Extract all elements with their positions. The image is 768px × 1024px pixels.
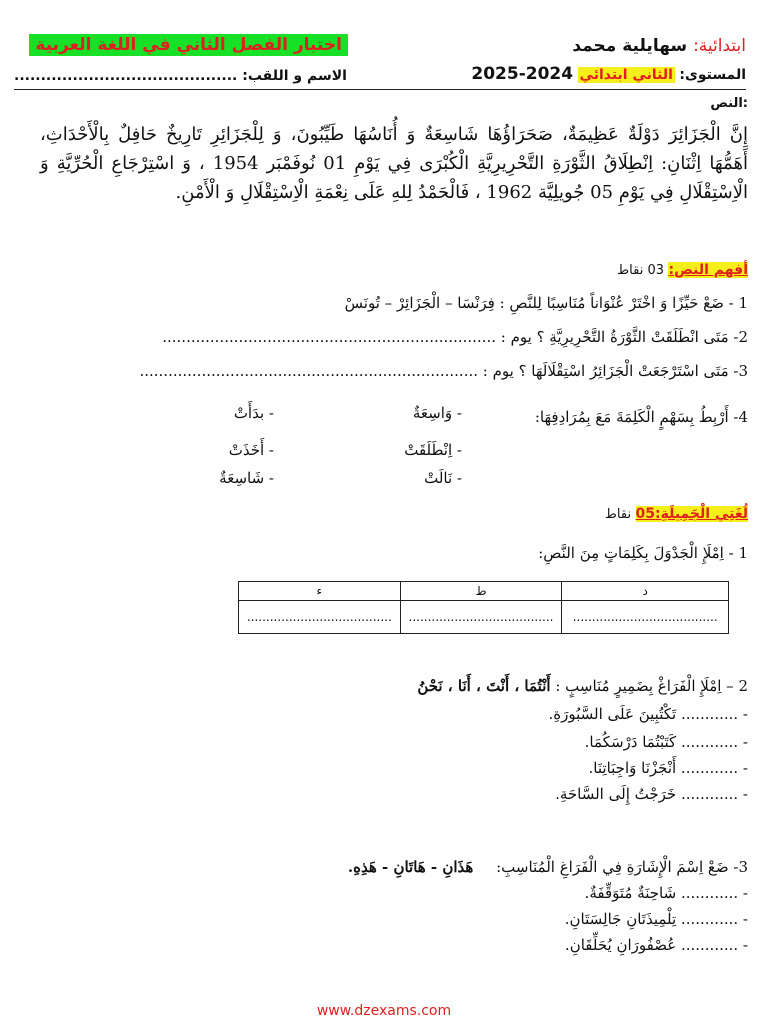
q3-item-3: - ............ عُصْفُورَانِ يُحَلِّقَانِ. (564, 936, 748, 954)
table-header-dal: د (562, 582, 729, 601)
match-right-2: - أَخَذَتْ (228, 441, 274, 459)
q2-options: أَنْتُمَا ، أَنْتَ ، أَنَا ، نَحْنُ (417, 677, 551, 695)
passage-label: النص: (710, 96, 748, 111)
comprehension-heading (617, 262, 748, 278)
question-1: 1 - ضَعْ حَيِّزًا وَ اخْتَرْ عُنْوَاناً مُنَاسِبًا لِلنَّصِ : فِرَنْسَا – الْجَزَائِرْ – تُونَسْ (344, 294, 748, 312)
table-cell-hamza[interactable]: ...................................... (239, 601, 401, 634)
q2-item-4: - ............ خَرَجْتُ إِلَى السَّاحَةِ. (555, 785, 748, 803)
passage-text: إِنَّ الْجَزَائِرَ دَوْلَةٌ عَظِيمَةٌ، صَحَرَاؤُهَا شَاسِعَةٌ وَ أُنَاسُهَا طَيِّبُونَ، وَ لِلْجَزَائِرِ تَارِيخٌ حَافِلٌ بِالْأَحْدَاثِ، أَهَمُّهَا اِثْنَانِ: اِنْطِلَاقُ الثَّوْرَةِ التَّحْرِيرِيَّةِ الْكُبْرَى فِي يَوْمِ 01 نُوفَمْبَر 1954 ، وَ اسْتِرْجَاعِ الْحُرِّيَّةِ وَ الْاِسْتِقْلَالِ فِي يَوْمِ 05 جُويلِيَّة 1962 ، فَالْحَمْدُ لِلهِ عَلَى نِعْمَةِ الْاِسْتِقْلَالِ وَ الْأَمْنِ. (40, 124, 748, 203)
table-cell-dal[interactable]: ...................................... (562, 601, 729, 634)
letters-table (238, 581, 729, 634)
match-left-3: - نَالَتْ (424, 469, 462, 487)
language-question-2 (417, 677, 748, 695)
language-heading (605, 506, 748, 522)
school-year: 2024-2025 (471, 64, 574, 84)
table-header-ta: ط (400, 582, 562, 601)
table-row (239, 601, 729, 634)
language-question-1: 1 - اِمْلَإِ الْجَدْوَلَ بِكَلِمَاتٍ مِنَ النَّصِ: (538, 544, 748, 562)
comprehension-points: 03 نقاط (617, 263, 665, 278)
school-name: سهايلية محمد (572, 36, 688, 56)
q2-item-2: - ............ كَتَبْتُمَا دَرْسَكُمَا. (584, 733, 748, 751)
header-divider (14, 89, 746, 90)
language-question-3 (348, 858, 748, 876)
comprehension-title: أفهم النص: (668, 262, 748, 278)
language-points-number: 05 (635, 506, 656, 522)
q3-options: هَذَانِ - هَاتَانِ - هَذِهِ. (347, 858, 474, 876)
q2-item-3: - ............ أَنْجَزْنَا وَاجِبَاتِنَا. (588, 759, 748, 777)
q2-item-1: - ............ تَكْتُبِينَ عَلَى السَّبُورَةِ. (548, 705, 748, 723)
table-header-hamza: ء (239, 582, 401, 601)
q2-prefix: 2 – اِمْلَإِ الْفَرَاغْ بِضَمِيرٍ مُنَاسِبٍ : (555, 677, 748, 695)
level-line (471, 64, 746, 84)
match-left-1: - وَاسِعَةٌ (412, 404, 462, 422)
school-line (572, 36, 746, 56)
language-title: لُغَتِي الْجَمِيلَةِ: (655, 506, 748, 522)
match-left-2: - اِنْطَلَقَتْ (404, 441, 462, 459)
table-cell-ta[interactable]: ...................................... (400, 601, 562, 634)
q3-item-2: - ............ تِلْمِيذَتَانِ جَالِسَتَانِ. (564, 910, 748, 928)
school-label: ابتدائية: (693, 36, 746, 56)
exam-title: اختبار الفصل الثاني في اللغة العربية (29, 34, 348, 56)
level-label: المستوى: (679, 67, 746, 83)
question-2: 2- مَتَى انْطَلَقَتْ الثَّوْرَةُ التَّحْرِيرِيَّةِ ؟ يوم : ...................................................................... (162, 328, 748, 346)
q3-item-1: - ............ شَاحِنَةٌ مُتَوَقِّفَةٌ. (584, 884, 748, 902)
match-right-3: - شَاسِعَةٌ (219, 469, 274, 487)
question-3: 3- مَتَى اسْتَرْجَعَتْ الْجَزَائِرُ اسْتِقْلَالَهَا ؟ يوم : ....................................................................... (139, 362, 748, 380)
question-4: 4- أَرْبِطُ بِسَهْمٍ الْكَلِمَةَ مَعَ بِمُرَادِفِهَا: (534, 408, 748, 426)
level-value: الثاني ابتدائي (579, 67, 673, 83)
table-header-row (239, 582, 729, 601)
language-points-word: نقاط (604, 507, 632, 522)
match-right-1: - بدَأَتْ (233, 404, 274, 422)
student-name-field: الاسم و اللقب: .......................................... (14, 68, 347, 84)
source-link[interactable]: www.dzexams.com (316, 1003, 452, 1019)
q3-prefix: 3- ضَعْ اِسْمَ الْإِشَارَةِ فِي الْفَرَاغِ الْمُنَاسِبِ: (496, 858, 748, 876)
